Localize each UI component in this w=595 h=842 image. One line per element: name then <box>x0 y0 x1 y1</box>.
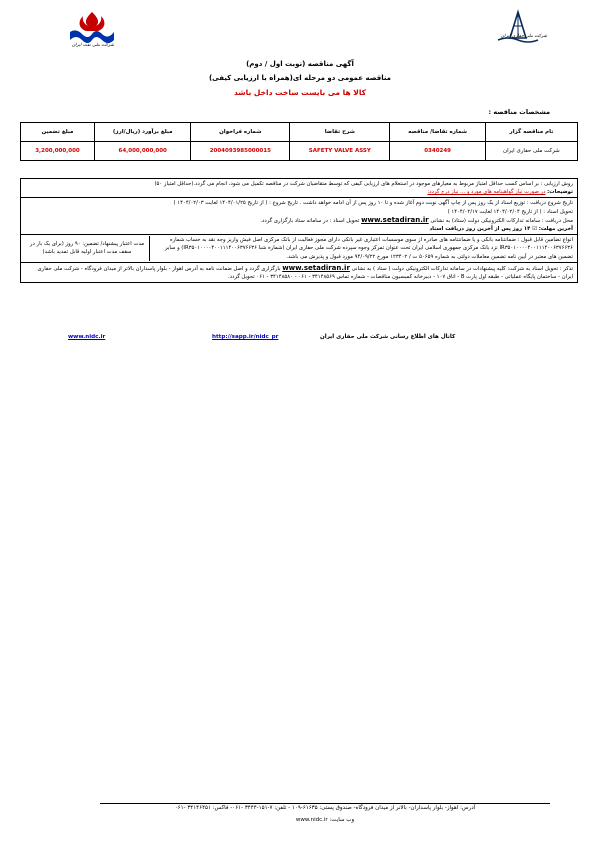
footer-divider <box>100 803 550 804</box>
tender-table <box>20 122 578 161</box>
table-row <box>21 142 578 161</box>
channels-label: کانال های اطلاع رسانی شرکت ملی حفاری ایران <box>320 334 456 340</box>
col-header: نام مناقصه گزار <box>485 123 577 142</box>
specs-heading: مشخصات مناقصه : <box>488 108 550 116</box>
guarantee-text: انواع تضامین قابل قبول : ضمانتنامه بانکی و یا ضمانتنامه های صادره از سوی موسسات اعتباری غیر بانکی دارای مجوز فعالیت از بانک مرکزی اصل فیش واریز وجه نقد به حساب شماره IR۳۵۰۱۰۰۰۰۴۰۰۱۱۱۴۰۰۶۳۷۶۶۳۶ نزد بانک مرکزی جمهوری اسلامی ایران تحت عنوان تمرکز وجوه سپرده شرکت ملی حفاری ایران (شماره شبا IR۳۵۰۱۰۰۰۰۴۰۰۱۱۱۴۰۰۶۳۷۶۶۳۶) و سایر تضمین های معتبر در آیین نامه تضمین معاملات دولتی به شماره ۵۰۶۵۹ ت / ۱۲۳۴۰۲ مورخ ۹۴/۰۹/۲۲ مورد قبول و پذیرش می باشد. <box>164 237 573 260</box>
cell-tender-number: 0340249 <box>390 142 485 161</box>
col-header: مبلغ تضمین <box>21 123 95 142</box>
schedule-box <box>20 198 578 235</box>
deliver-line: تحویل اسناد : ( از تاریخ ۱۴۰۴/۰۲/۰۴ لغایت ۱۴۰۴/۰۲/۱۷ ) <box>447 208 573 215</box>
sapp-link[interactable]: http://sapp.ir/nidc_pr <box>212 334 279 340</box>
footer-address: آدرس: اهواز- بلوار پاسداران- بالاتر از میدان فرودگاه- صندوق پستی: ۶۱۶۳۵-۱۰۹ - تلفن: ۷-۱۵۱-۳۴۴۴ -۰۶۱- فاکس: ۳۴۱۴۶۴۵۱ -۰۶۱ <box>174 805 476 811</box>
setadiran-link-2[interactable]: www.setadiran.ir <box>282 263 350 272</box>
nidc-link[interactable]: www.nidc.ir <box>68 334 106 340</box>
cell-description: SAFETY VALVE ASSY <box>290 142 390 161</box>
cell-call-number: 2004093985000015 <box>191 142 290 161</box>
footer-website: وب سایت: www.nidc.ir <box>295 817 355 823</box>
cell-estimate: 64,000,000,000 <box>95 142 191 161</box>
nidc-logo-icon <box>488 8 548 50</box>
receive-line: تاریخ شروع دریافت : توزیع اسناد از یک روز پس از چاپ آگهی نوبت دوم آغاز شده و تا ۱۰ روز پس از آن ادامه خواهد داشت . تاریخ شروع : ( از تاریخ ۱۴۰۴/۰۱/۲۵ لغایت ۱۴۰۴/۰۲/۰۳ ) <box>173 200 573 207</box>
evaluation-text: روش ارزیابی : بر اساس کسب حداقل امتیاز مربوط به معیارهای موجود در استعلام های ارزیابی کیفی که توسط متقاضیان شرکت در مناقصه تکمیل می شود، انجام می گردد.(حداقل امتیاز ۵۰) <box>154 181 573 187</box>
cell-organizer: شرکت ملی حفاری ایران <box>485 142 577 161</box>
evaluation-box <box>20 178 578 198</box>
note-text-b: بارگزاری گردد و اصل ضمانت نامه به آدرس اهواز - بلوار پاسداران بالاتر از میدان فرودگاه - شرکت ملی حفاری ایران - ساختمان پایگاه عملیاتی - طبقه اول پارت B - اتاق ۱۰۷ - دبیرخانه کمیسیون مناقصات - شماره تماس ۳۴۱۴۸۵۶۹ - ۰۶۱ - ۳۴۱۴۸۵۸۰ - ۰۶۱ تحویل گردد. <box>37 265 573 281</box>
place-line-b: تحویل اسناد : در سامانه ستاد بارگزاری گردد. <box>260 217 360 224</box>
details-block <box>20 178 578 283</box>
notice-subtitle: مناقصه عمومی دو مرحله ای(همراه با ارزیابی کیفی) <box>208 74 392 82</box>
col-header: شرح تقاضا <box>290 123 390 142</box>
info-channels <box>20 334 578 346</box>
table-header-row <box>21 123 578 142</box>
deadline-line: آخرین مهلت: ☑ ۱۴ روز پس از آخرین روز دریافت اسناد <box>429 226 573 233</box>
col-header: مبلغ برآورد (ریال/ارز) <box>95 123 191 142</box>
note-box <box>20 263 578 283</box>
description-text: در صورت نیاز گواهینامه های مورد و ... نیاز درج گردد: <box>427 189 546 196</box>
cell-guarantee: 3,200,000,000 <box>21 142 95 161</box>
nioc-logo-caption: شرکت ملی نفت ایران <box>71 43 115 48</box>
notice-title: آگهی مناقصه (نوبت اول / دوم) <box>246 60 354 68</box>
description-label: توضیحات: <box>547 189 573 196</box>
domestic-goods-note: کالا ها می بایست ساخت داخل باشد <box>233 88 367 97</box>
col-header: شماره تقاضا/ مناقصه <box>390 123 485 142</box>
col-header: شماره فراخوان <box>191 123 290 142</box>
validity-note: مدت اعتبار پیشنهاد/ تضمین: ۹۰ روز (برای یک بار در سقف مدت اعتبار اولیه قابل تمدید باشد) <box>25 236 150 261</box>
note-text-a: تذکر : تحویل اسناد به شرکت: کلیه پیشنهادات در سامانه تدارکات الکترونیکی دولت ( ستاد ) به نشانی <box>351 265 573 272</box>
setadiran-link[interactable]: www.setadiran.ir <box>361 215 429 224</box>
guarantee-box <box>20 235 578 263</box>
place-line-a: محل دریافت : سامانه تدارکات الکترونیکی دولت (ستاد) به نشانی <box>430 217 573 224</box>
nidc-logo-caption: شرکت ملی حفاری ایران <box>500 34 548 39</box>
